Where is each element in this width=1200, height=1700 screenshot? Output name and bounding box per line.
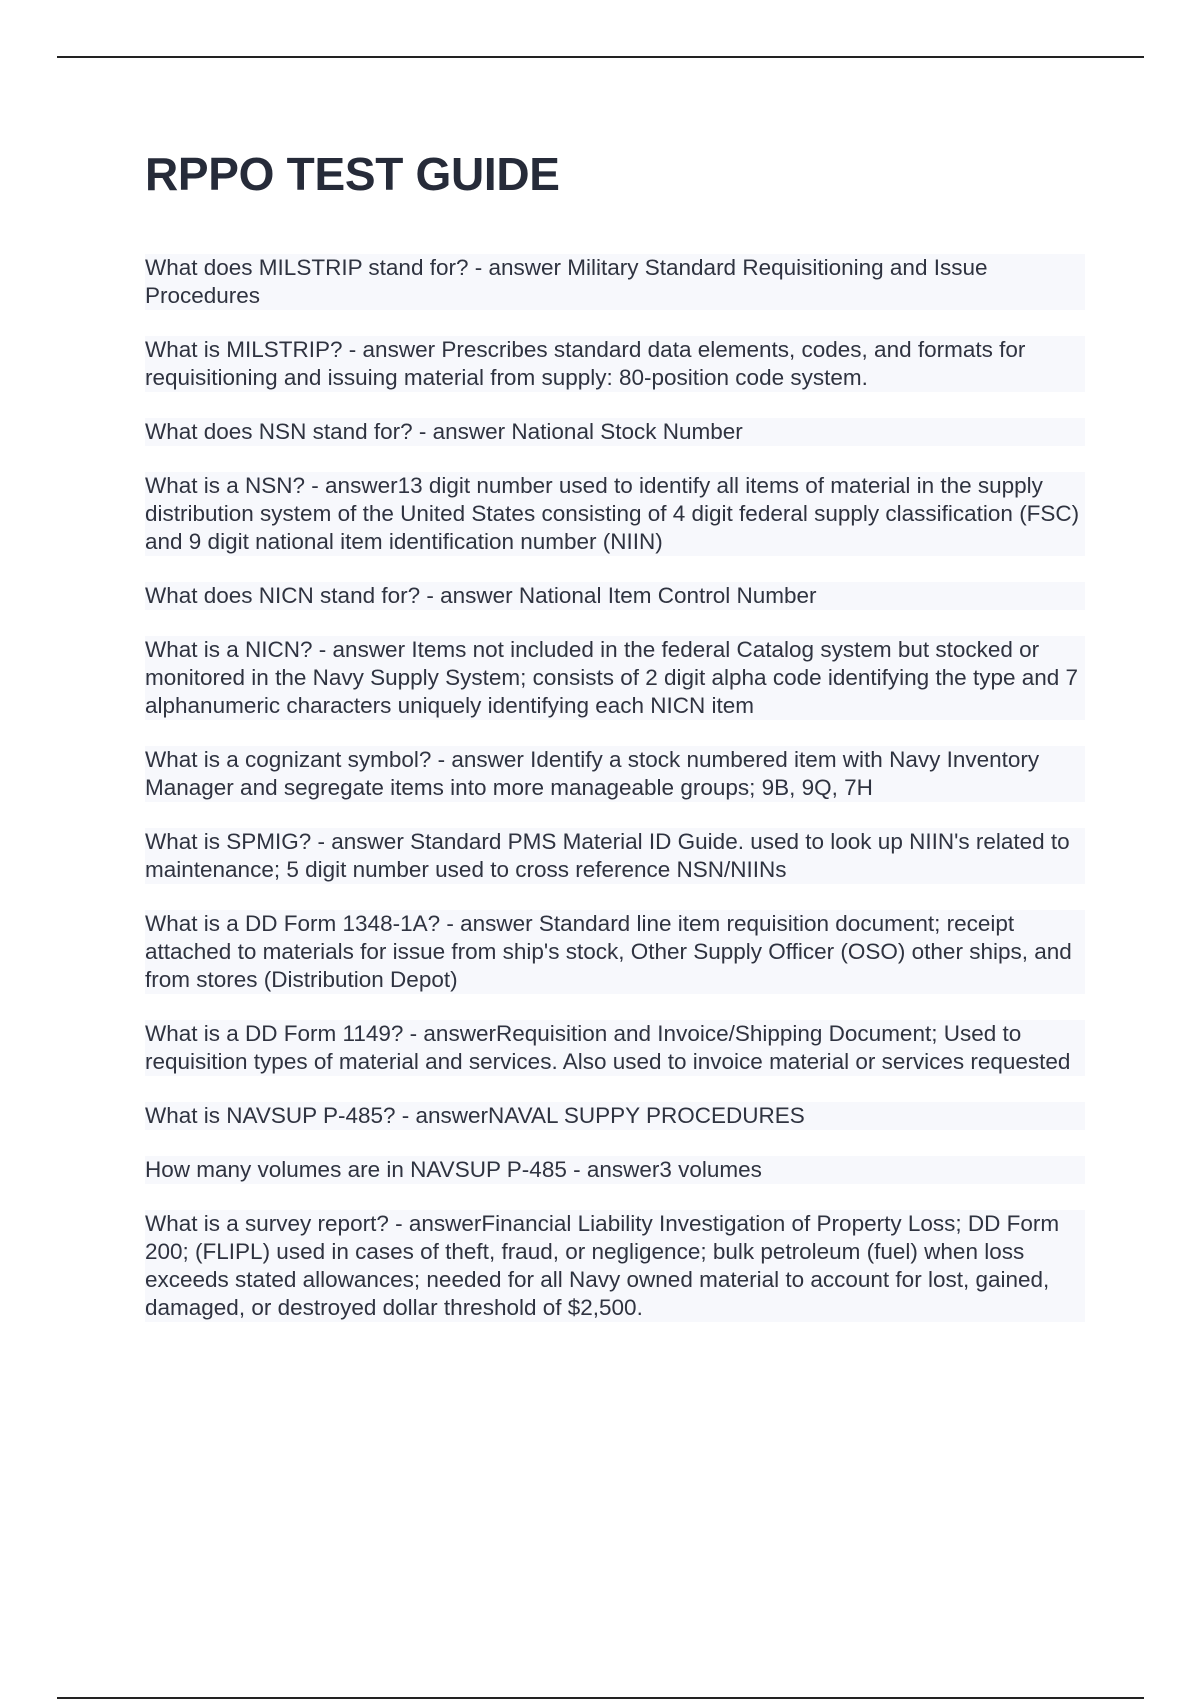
top-divider	[57, 56, 1144, 58]
qa-item-nsn-acronym: What does NSN stand for? - answer National Stock Number	[145, 418, 1085, 446]
qa-item-dd-form-1348-1a: What is a DD Form 1348-1A? - answer Standard line item requisition document; receipt attached to materials for issue from ship's stock, Other Supply Officer (OSO) other ships, and from stores (Distribution Depot)	[145, 910, 1085, 994]
qa-item-dd-form-1149: What is a DD Form 1149? - answerRequisition and Invoice/Shipping Document; Used to requisition types of material and services. Also used to invoice material or services requested	[145, 1020, 1085, 1076]
page-title: RPPO TEST GUIDE	[145, 148, 560, 200]
qa-item-spmig: What is SPMIG? - answer Standard PMS Material ID Guide. used to look up NIIN's related to maintenance; 5 digit number used to cross reference NSN/NIINs	[145, 828, 1085, 884]
qa-item-milstrip-acronym: What does MILSTRIP stand for? - answer Military Standard Requisitioning and Issue Procedures	[145, 254, 1085, 310]
qa-item-survey-report: What is a survey report? - answerFinancial Liability Investigation of Property Loss; DD Form 200; (FLIPL) used in cases of theft, fraud, or negligence; bulk petroleum (fuel) when loss exceeds stated allowances; needed for all Navy owned material to account for lost, gained, damaged, or destroyed dollar threshold of $2,500.	[145, 1210, 1085, 1322]
qa-item-nicn-definition: What is a NICN? - answer Items not included in the federal Catalog system but stocked or monitored in the Navy Supply System; consists of 2 digit alpha code identifying the type and 7 alphanumeric characters uniquely identifying each NICN item	[145, 636, 1085, 720]
qa-item-navsup-p485: What is NAVSUP P-485? - answerNAVAL SUPPY PROCEDURES	[145, 1102, 1085, 1130]
qa-item-navsup-p485-volumes: How many volumes are in NAVSUP P-485 - answer3 volumes	[145, 1156, 1085, 1184]
qa-list	[145, 254, 1085, 1348]
qa-item-milstrip-definition: What is MILSTRIP? - answer Prescribes standard data elements, codes, and formats for requisitioning and issuing material from supply: 80-position code system.	[145, 336, 1085, 392]
bottom-divider	[57, 1697, 1144, 1699]
qa-item-nicn-acronym: What does NICN stand for? - answer National Item Control Number	[145, 582, 1085, 610]
qa-item-cognizant-symbol: What is a cognizant symbol? - answer Identify a stock numbered item with Navy Inventory Manager and segregate items into more manageable groups; 9B, 9Q, 7H	[145, 746, 1085, 802]
qa-item-nsn-definition: What is a NSN? - answer13 digit number used to identify all items of material in the supply distribution system of the United States consisting of 4 digit federal supply classification (FSC) and 9 digit national item identification number (NIIN)	[145, 472, 1085, 556]
